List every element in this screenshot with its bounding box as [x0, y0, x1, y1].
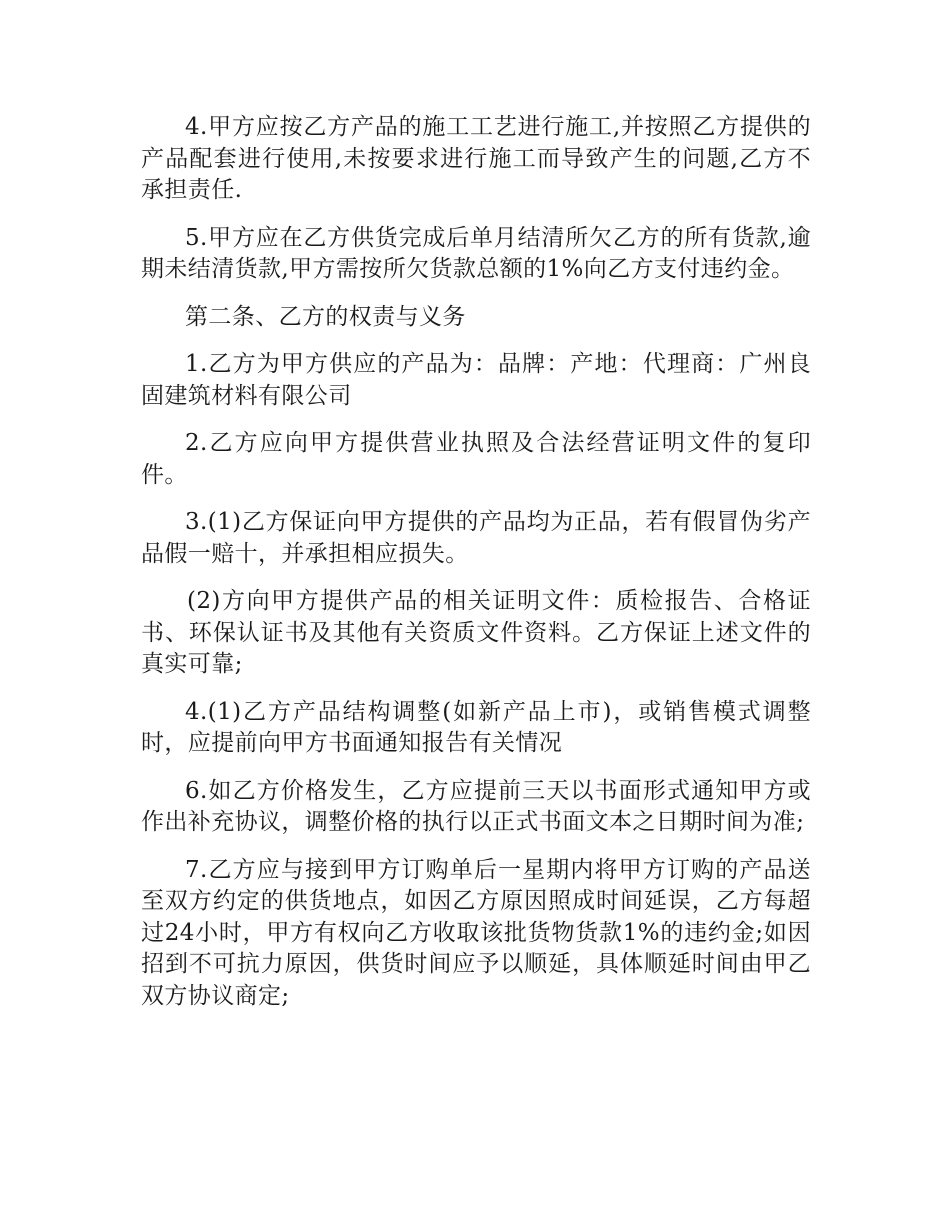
paragraph-clause-4-1-restructure: 4.(1)乙方产品结构调整(如新产品上市)，或销售模式调整时，应提前向甲方书面通知报告有关情况	[141, 698, 811, 756]
paragraph-clause-7-delivery: 7.乙方应与接到甲方订购单后一星期内将甲方订购的产品送至双方约定的供货地点，如因乙方原因照成时间延误，乙方每超过24小时，甲方有权向乙方收取该批货物货款1%的违约金;如因招到不可抗力原因，供货时间应予以顺延，具体顺延时间由甲乙双方协议商定;	[141, 856, 811, 1009]
paragraph-clause-5-payment: 5.甲方应在乙方供货完成后单月结清所欠乙方的所有货款,逾期未结清货款,甲方需按所欠货款总额的1%向乙方支付违约金。	[141, 224, 811, 282]
paragraph-clause-2-license: 2.乙方应向甲方提供营业执照及合法经营证明文件的复印件。	[141, 430, 811, 488]
paragraph-clause-1-supplier: 1.乙方为甲方供应的产品为：品牌：产地：代理商：广州良固建筑材料有限公司	[141, 351, 811, 409]
section-heading-article-2: 第二条、乙方的权责与义务	[185, 303, 466, 330]
paragraph-clause-3-1-authenticity: 3.(1)乙方保证向甲方提供的产品均为正品，若有假冒伪劣产品假一赔十，并承担相应损失。	[141, 509, 811, 567]
document-body	[141, 112, 811, 1028]
paragraph-clause-3-2-certificates: (2)方向甲方提供产品的相关证明文件：质检报告、合格证书、环保认证书及其他有关资质文件资料。乙方保证上述文件的真实可靠;	[141, 588, 811, 677]
paragraph-clause-6-price: 6.如乙方价格发生，乙方应提前三天以书面形式通知甲方或作出补充协议，调整价格的执行以正式书面文本之日期时间为准;	[141, 777, 811, 835]
paragraph-clause-4-construction: 4.甲方应按乙方产品的施工工艺进行施工,并按照乙方提供的产品配套进行使用,未按要求进行施工而导致产生的问题,乙方不承担责任.	[141, 114, 811, 203]
